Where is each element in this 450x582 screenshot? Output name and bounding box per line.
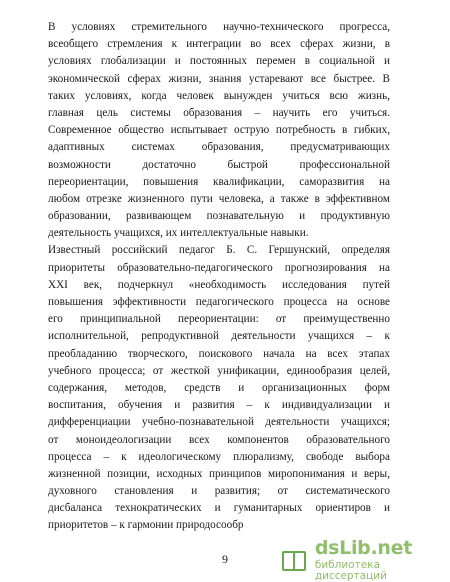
- text-line: повышения эффективности педагогического процесса на основе: [48, 296, 390, 308]
- text-line: духовного становления и развития; от систематического: [48, 485, 390, 498]
- text-line: дифференциации учебно-познавательной деятельности учащихся;: [48, 416, 390, 429]
- text-line: от моноидеологизации всех компонентов образовательного: [48, 433, 390, 446]
- text-line: учебного процесса; от жесткой унификации, единообразия целей,: [48, 364, 390, 377]
- text-line: главная цель системы образования – научить его учиться.: [48, 106, 390, 119]
- text-line: приоритеты образовательно-педагогического прогнозирования на: [48, 261, 390, 274]
- watermark-site: dsLib.net: [314, 537, 412, 559]
- text-line: Современное общество испытывает острую потребность в гибких,: [48, 124, 390, 137]
- text-line: таких условиях, когда человек вынужден учиться всю жизнь,: [48, 89, 390, 102]
- text-line: Известный российский педагог Б. С. Гершунский, определяя: [48, 244, 390, 257]
- text-line: любом отрезке жизненного пути человека, а также в эффективном: [48, 192, 390, 205]
- book-icon: [280, 545, 309, 575]
- text-line: дисбаланса технократических и гуманитарных ориентиров и: [48, 502, 390, 515]
- text-line: экономической сферах жизни, знания устаревают все быстрее. В: [48, 72, 390, 85]
- text-line: содержания, методов, средств и организационных форм: [48, 381, 390, 394]
- text-line: всеобщего стремления к интеграции во всех сферах жизни, в: [48, 38, 390, 51]
- text-line: исполнительной, репродуктивной деятельности учащихся – к: [48, 330, 390, 343]
- text-line: XXI век, подчеркнул «необходимость исследования путей: [48, 278, 390, 291]
- watermark-tagline: библиотека диссертаций: [314, 559, 387, 582]
- text-line: процесса – к идеологическому плюрализму, свободе выбора: [48, 450, 390, 463]
- watermark: [272, 538, 450, 582]
- text-line: преобладанию творческого, поискового начала на всех этапах: [48, 347, 390, 360]
- text-line: деятельность учащихся, их интеллектуальные навыки.: [48, 227, 309, 240]
- text-line: приоритетов – к гармонии природосообр: [48, 519, 244, 532]
- page-number: 9: [222, 552, 228, 566]
- text-line: жизненной позиции, исходных принципов миропонимания и веры,: [48, 467, 390, 480]
- document-body: [48, 19, 390, 535]
- text-line: его принципиальной переориентации: от преимущественно: [48, 313, 390, 326]
- text-line: образовании, развивающем познавательную и продуктивную: [48, 210, 390, 223]
- text-line: адаптивных системах образования, предусматривающих: [48, 141, 390, 154]
- text-line: В условиях стремительного научно-технического прогресса,: [48, 21, 390, 33]
- text-line: возможности достаточно быстрой профессиональной: [48, 158, 390, 171]
- text-line: переориентации, повышения квалификации, саморазвития на: [48, 175, 390, 188]
- text-line: условиях глобализации и постоянных перемен в социальной и: [48, 55, 390, 68]
- text-line: воспитания, обучения и развития – к индивидуализации и: [48, 399, 390, 412]
